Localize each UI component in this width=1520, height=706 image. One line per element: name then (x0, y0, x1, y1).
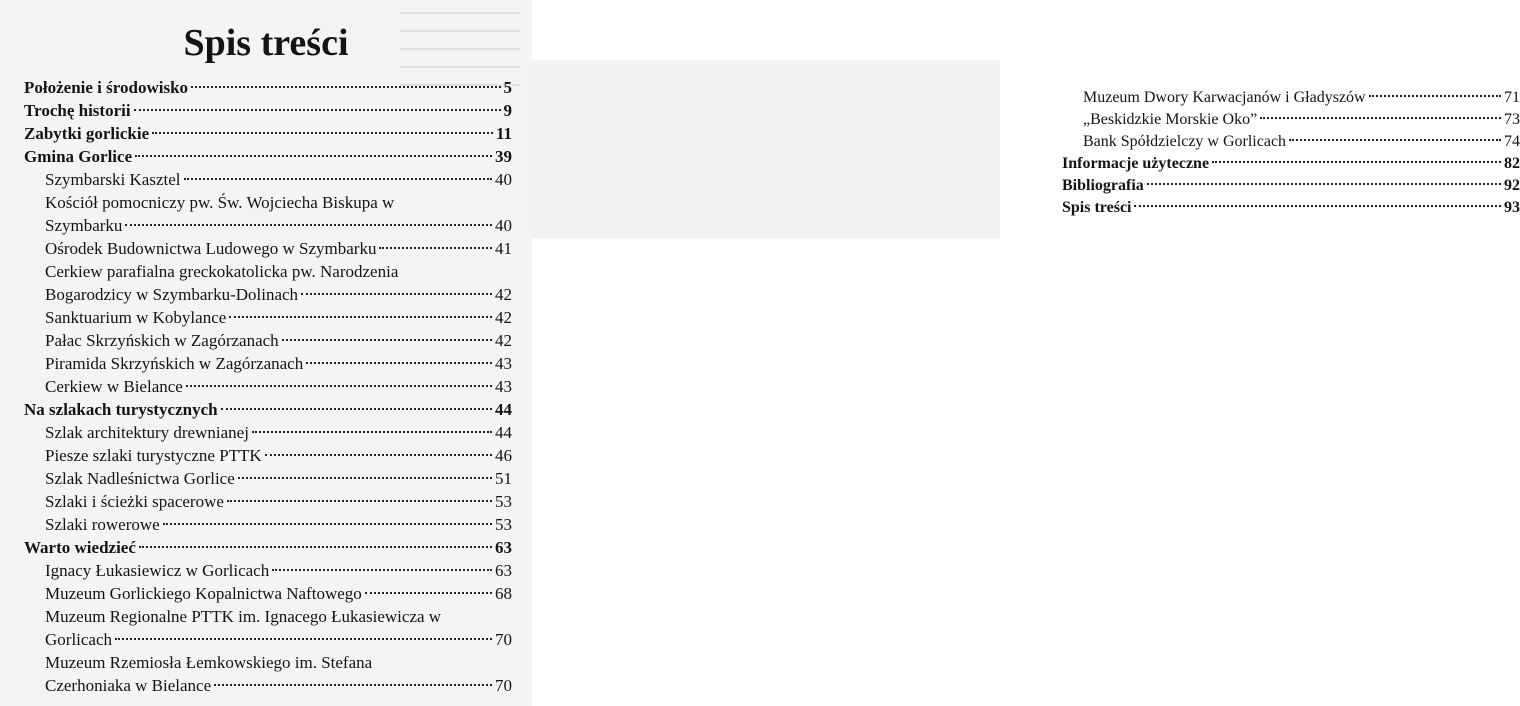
page-number: 53 (495, 515, 512, 534)
page-number: 63 (495, 561, 512, 580)
toc-section[interactable] (1062, 175, 1520, 197)
toc-entry[interactable] (24, 421, 512, 444)
page-number: 39 (495, 147, 512, 166)
entry-label: Sanktuarium w Kobylance (45, 308, 227, 327)
toc-entry[interactable] (24, 214, 512, 237)
toc-list-left (24, 76, 512, 697)
entry-label: Pałac Skrzyńskich w Zagórzanach (45, 331, 279, 350)
right-page (532, 0, 1520, 706)
toc-section[interactable] (24, 536, 512, 559)
toc-section[interactable] (1062, 153, 1520, 175)
toc-entry-line[interactable]: Cerkiew parafialna greckokatolicka pw. Narodzenia (45, 262, 399, 281)
page-number: 9 (503, 101, 512, 120)
toc-section[interactable] (24, 122, 512, 145)
toc-entry[interactable] (24, 559, 512, 582)
toc-entry[interactable] (24, 352, 512, 375)
dot-leader (163, 523, 492, 525)
toc-entry[interactable] (24, 444, 512, 467)
page-number: 82 (1504, 155, 1520, 172)
page-number: 42 (495, 331, 512, 350)
dot-leader (1212, 161, 1501, 163)
dot-leader (184, 178, 493, 180)
dot-leader (365, 592, 492, 594)
dot-leader (379, 247, 492, 249)
toc-entry[interactable] (24, 283, 512, 306)
page-title: Spis treści (183, 22, 349, 64)
toc-entry[interactable] (24, 628, 512, 651)
toc-entry[interactable] (24, 513, 512, 536)
page-number: 92 (1504, 177, 1520, 194)
entry-label: Gorlicach (45, 630, 113, 649)
entry-label: Bibliografia (1062, 177, 1144, 194)
page-number: 68 (495, 584, 512, 603)
entry-label: Szlaki i ścieżki spacerowe (45, 492, 224, 511)
page-number: 70 (495, 676, 512, 695)
entry-label: Piesze szlaki turystyczne PTTK (45, 446, 262, 465)
toc-entry[interactable] (1062, 131, 1520, 153)
dot-leader (186, 385, 492, 387)
toc-section[interactable] (1062, 197, 1520, 219)
entry-label: „Beskidzkie Morskie Oko” (1083, 111, 1258, 128)
page-number: 63 (495, 538, 512, 557)
dot-leader (306, 362, 492, 364)
toc-entry[interactable] (24, 306, 512, 329)
entry-label: Warto wiedzieć (24, 538, 136, 557)
page-number: 40 (495, 216, 512, 235)
entry-label: Spis treści (1062, 199, 1132, 216)
toc-list-right (1062, 87, 1520, 219)
page-number: 70 (495, 630, 512, 649)
entry-label: Muzeum Dwory Karwacjanów i Gładyszów (1083, 89, 1366, 106)
dot-leader (282, 339, 492, 341)
page-number: 71 (1504, 89, 1520, 106)
toc-section[interactable] (24, 398, 512, 421)
page-number: 5 (503, 78, 512, 97)
dot-leader (252, 431, 492, 433)
entry-label: Trochę historii (24, 101, 131, 120)
entry-label: Szymbarku (45, 216, 123, 235)
page-number: 42 (495, 285, 512, 304)
page-number: 43 (495, 354, 512, 373)
page-number: 51 (495, 469, 512, 488)
dot-leader (191, 86, 500, 88)
page-number: 11 (495, 124, 512, 143)
toc-entry-line[interactable]: Kościół pomocniczy pw. Św. Wojciecha Biskupa w (45, 193, 395, 212)
dot-leader (1369, 95, 1501, 97)
entry-label: Szlak architektury drewnianej (45, 423, 249, 442)
entry-label: Gmina Gorlice (24, 147, 133, 166)
dot-leader (265, 454, 492, 456)
toc-entry[interactable] (24, 168, 512, 191)
dot-leader (125, 224, 492, 226)
entry-label: Położenie i środowisko (24, 78, 189, 97)
dot-leader (134, 109, 501, 111)
entry-label: Bank Spółdzielczy w Gorlicach (1083, 133, 1287, 150)
entry-label: Cerkiew w Bielance (45, 377, 183, 396)
page-number: 44 (495, 423, 512, 442)
dot-leader (139, 546, 492, 548)
dot-leader (221, 408, 492, 410)
entry-label: Zabytki gorlickie (24, 124, 150, 143)
toc-entry-line[interactable]: Muzeum Regionalne PTTK im. Ignacego Łukasiewicza w (45, 607, 442, 626)
toc-section[interactable] (24, 76, 512, 99)
entry-label: Muzeum Gorlickiego Kopalnictwa Naftowego (45, 584, 362, 603)
toc-entry[interactable] (24, 582, 512, 605)
left-page (0, 0, 532, 706)
page-number: 40 (495, 170, 512, 189)
page-number: 43 (495, 377, 512, 396)
toc-section[interactable] (24, 99, 512, 122)
dot-leader (135, 155, 492, 157)
toc-entry[interactable] (24, 674, 512, 697)
toc-section[interactable] (24, 145, 512, 168)
toc-entry[interactable] (1062, 87, 1520, 109)
dot-leader (238, 477, 492, 479)
page-number: 41 (495, 239, 512, 258)
page-number: 74 (1504, 133, 1520, 150)
page-number: 93 (1504, 199, 1520, 216)
toc-entry[interactable] (24, 490, 512, 513)
toc-entry[interactable] (24, 467, 512, 490)
page-number: 53 (495, 492, 512, 511)
dot-leader (301, 293, 492, 295)
toc-entry[interactable] (1062, 109, 1520, 131)
entry-label: Czerhoniaka w Bielance (45, 676, 212, 695)
entry-label: Na szlakach turystycznych (24, 400, 218, 419)
dot-leader (1134, 205, 1501, 207)
page-number: 46 (495, 446, 512, 465)
entry-label: Bogarodzicy w Szymbarku-Dolinach (45, 285, 299, 304)
dot-leader (1289, 139, 1501, 141)
dot-leader (229, 316, 492, 318)
entry-label: Piramida Skrzyńskich w Zagórzanach (45, 354, 304, 373)
toc-entry[interactable] (24, 375, 512, 398)
entry-label: Ośrodek Budownictwa Ludowego w Szymbarku (45, 239, 377, 258)
dot-leader (1260, 117, 1501, 119)
entry-label: Szymbarski Kasztel (45, 170, 181, 189)
dot-leader (1147, 183, 1501, 185)
entry-label: Ignacy Łukasiewicz w Gorlicach (45, 561, 270, 580)
dot-leader (115, 638, 492, 640)
dot-leader (272, 569, 492, 571)
dot-leader (214, 684, 492, 686)
entry-label: Informacje użyteczne (1062, 155, 1210, 172)
page-number: 73 (1504, 111, 1520, 128)
toc-entry[interactable] (24, 329, 512, 352)
entry-label: Szlaki rowerowe (45, 515, 160, 534)
toc-entry-line[interactable]: Muzeum Rzemiosła Łemkowskiego im. Stefana (45, 653, 373, 672)
dot-leader (152, 132, 493, 134)
page-number: 42 (495, 308, 512, 327)
paper-strip (532, 60, 1000, 238)
entry-label: Szlak Nadleśnictwa Gorlice (45, 469, 235, 488)
toc-entry[interactable] (24, 237, 512, 260)
page-number: 44 (495, 400, 512, 419)
dot-leader (227, 500, 492, 502)
